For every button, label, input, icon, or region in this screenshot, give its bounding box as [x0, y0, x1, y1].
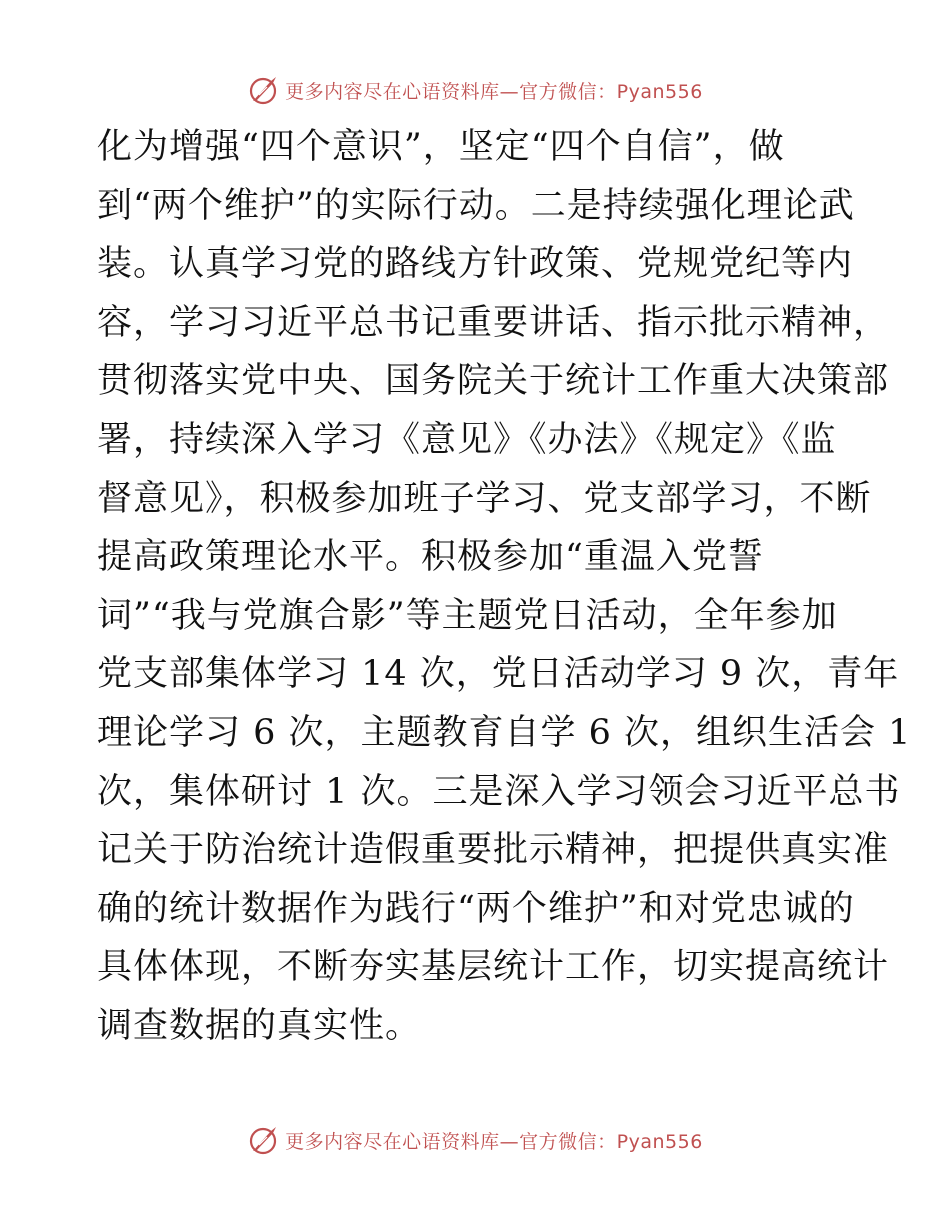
text-line: 署，持续深入学习《意见》《办法》《规定》《监: [97, 419, 837, 460]
text-line: 次，集体研讨 1 次。三是深入学习领会习近平总书: [97, 771, 901, 812]
quill-logo-icon: [247, 73, 281, 107]
header-watermark: [0, 70, 950, 110]
text-line: 提高政策理论水平。积极参加“重温入党誓: [97, 537, 764, 578]
text-line: 贯彻落实党中央、国务院关于统计工作重大决策部: [97, 361, 890, 402]
text-line: 到“两个维护”的实际行动。二是持续强化理论武: [97, 185, 855, 226]
text-line: 调查数据的真实性。: [97, 1005, 422, 1046]
text-line: 具体体现，不断夯实基层统计工作，切实提高统计: [97, 947, 890, 988]
text-line: 词”“我与党旗合影”等主题党日活动，全年参加: [97, 595, 838, 636]
watermark-text: 更多内容尽在心语资料库—官方微信：Pyan556: [285, 1130, 703, 1153]
document-body: [97, 118, 912, 1056]
text-line: 化为增强“四个意识”，坚定“四个自信”，做: [97, 127, 785, 167]
watermark-text: 更多内容尽在心语资料库—官方微信：Pyan556: [285, 80, 703, 103]
text-line: 记关于防治统计造假重要批示精神，把提供真实准: [97, 830, 890, 871]
text-line: 装。认真学习党的路线方针政策、党规党纪等内: [97, 244, 854, 285]
quill-logo-icon: [247, 1123, 281, 1157]
text-line: 容，学习习近平总书记重要讲话、指示批示精神，: [97, 302, 890, 343]
footer-watermark: [0, 1120, 950, 1160]
text-line: 督意见》，积极参加班子学习、党支部学习，不断: [97, 478, 872, 519]
text-line: 理论学习 6 次，主题教育自学 6 次，组织生活会 1: [97, 712, 912, 753]
text-line: 确的统计数据作为践行“两个维护”和对党忠诚的: [97, 888, 855, 929]
text-line: 党支部集体学习 14 次，党日活动学习 9 次，青年: [97, 654, 900, 695]
